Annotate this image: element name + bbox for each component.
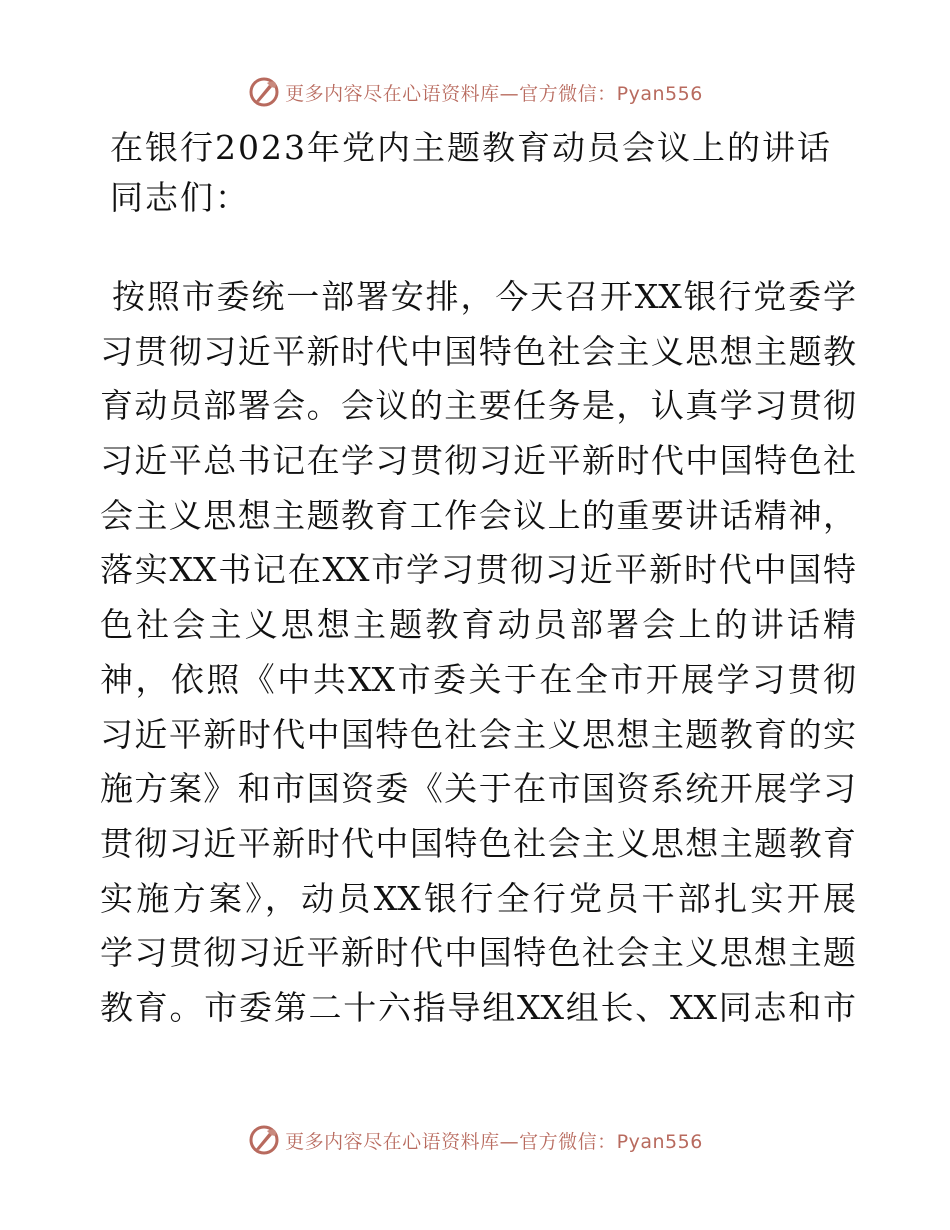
watermark-text: 更多内容尽在心语资料库—官方微信：Pyan556	[285, 1130, 703, 1153]
body-line: 会主义思想主题教育工作会议上的重要讲话精神，	[100, 495, 856, 535]
quill-logo-icon	[247, 75, 281, 109]
quill-logo-icon	[247, 1123, 281, 1157]
body-line: 按照市委统一部署安排，今天召开XX银行党委学	[112, 277, 856, 316]
body-line: 习近平新时代中国特色社会主义思想主题教育的实	[100, 714, 856, 754]
greeting: 同志们：	[110, 178, 250, 217]
footer-watermark	[0, 1120, 950, 1160]
body-line: 贯彻习近平新时代中国特色社会主义思想主题教育	[100, 823, 856, 863]
body-line: 神，依照《中共XX市委关于在全市开展学习贯彻	[100, 659, 856, 699]
watermark-text: 更多内容尽在心语资料库—官方微信：Pyan556	[285, 82, 703, 105]
body-line: 施方案》和市国资委《关于在市国资系统开展学习	[100, 769, 856, 809]
body-line: 色社会主义思想主题教育动员部署会上的讲话精	[100, 605, 856, 645]
body-line: 落实XX书记在XX市学习贯彻习近平新时代中国特	[100, 550, 856, 590]
body-paragraph	[100, 270, 856, 1036]
document-title: 在银行2023年党内主题教育动员会议上的讲话	[110, 128, 832, 167]
body-line: 育动员部署会。会议的主要任务是，认真学习贯彻	[100, 386, 856, 426]
body-line: 习贯彻习近平新时代中国特色社会主义思想主题教	[100, 331, 856, 371]
body-line: 习近平总书记在学习贯彻习近平新时代中国特色社	[100, 441, 856, 481]
body-line: 教育。市委第二十六指导组XX组长、XX同志和市	[100, 987, 856, 1027]
body-line: 实施方案》，动员XX银行全行党员干部扎实开展	[100, 878, 856, 918]
body-line: 学习贯彻习近平新时代中国特色社会主义思想主题	[100, 933, 856, 973]
header-watermark	[0, 72, 950, 112]
